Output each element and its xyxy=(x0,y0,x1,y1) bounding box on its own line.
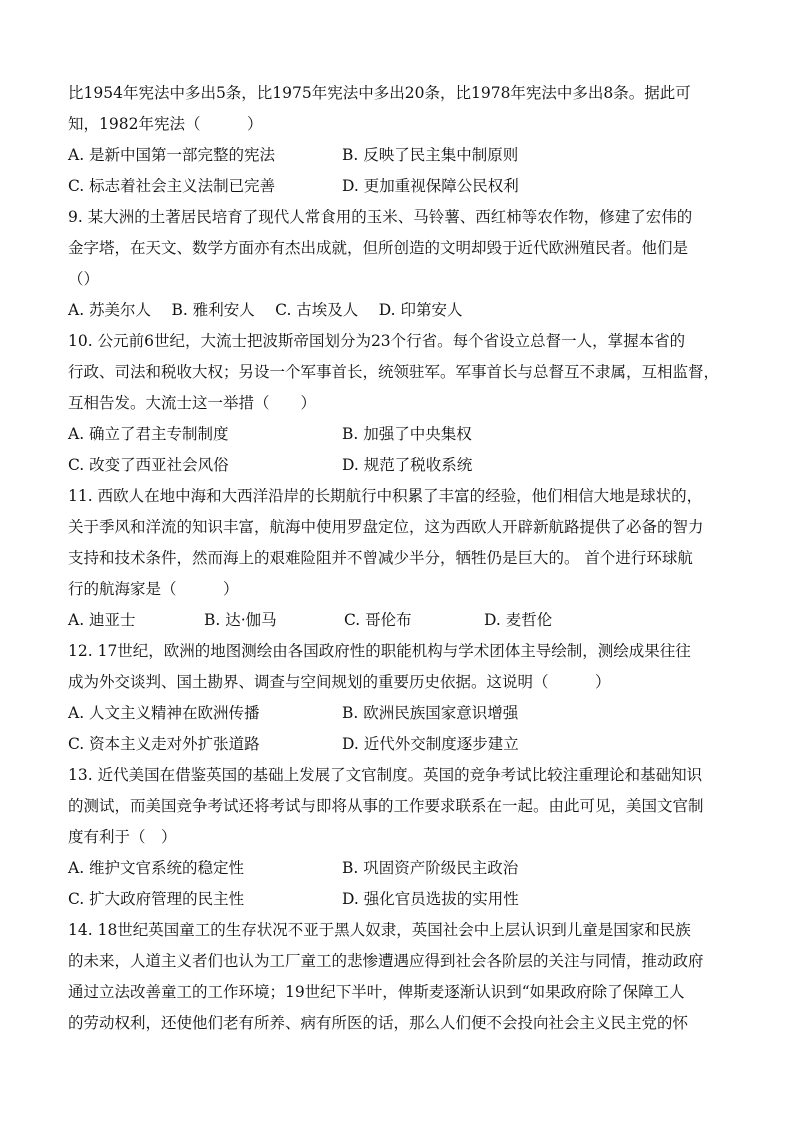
exam-page xyxy=(68,78,728,1039)
question-text-line: 关于季风和洋流的知识丰富，航海中使用罗盘定位，这为西欧人开辟新航路提供了必备的智力 xyxy=(68,518,704,536)
question-text-line: 比1954年宪法中多出5条，比1975年宪法中多出20条，比1978年宪法中多出8条。据此可 xyxy=(68,84,691,102)
option-row xyxy=(68,853,728,884)
question-text-line: （） xyxy=(68,270,100,288)
question-text-line: 10. 公元前6世纪，大流士把波斯帝国划分为23个行省。每个省设立总督一人，掌握本省的 xyxy=(68,332,686,350)
answer-option: C. 哥伦布 xyxy=(344,611,412,629)
question-text-line: 度有利于（ ） xyxy=(68,828,177,846)
question-text-line: 行的航海家是（ ） xyxy=(68,580,239,598)
question-text-line: 的劳动权利，还使他们老有所养、病有所医的话，那么人们便不会投向社会主义民主党的怀 xyxy=(68,1014,689,1032)
answer-option: A. 迪亚士 xyxy=(68,611,136,629)
option-row xyxy=(68,450,728,481)
answer-option: D. 强化官员选拔的实用性 xyxy=(342,890,519,908)
question-text-line: 14. 18世纪英国童工的生存状况不亚于黑人奴隶，英国社会中上层认识到儿童是国家和民族 xyxy=(68,921,691,939)
answer-option: B. 反映了民主集中制原则 xyxy=(342,146,519,164)
option-row xyxy=(68,140,728,171)
answer-option: D. 规范了税收系统 xyxy=(342,456,473,474)
answer-option: B. 达·伽马 xyxy=(204,611,277,629)
question-text-line: 行政、司法和税收大权；另设一个军事首长，统领驻军。军事首长与总督互不隶属，互相监督， xyxy=(68,363,720,381)
option-line: A. 苏美尔人 B. 雅利安人 C. 古埃及人 D. 印第安人 xyxy=(68,301,463,319)
answer-option: B. 巩固资产阶级民主政治 xyxy=(342,859,519,877)
question-text-line: 的未来，人道主义者们也认为工厂童工的悲惨遭遇应得到社会各阶层的关注与同情，推动政府 xyxy=(68,952,704,970)
option-row xyxy=(68,605,728,636)
answer-option: A. 是新中国第一部完整的宪法 xyxy=(68,146,276,164)
question-text-line: 11. 西欧人在地中海和大西洋沿岸的长期航行中积累了丰富的经验，他们相信大地是球状的， xyxy=(68,487,703,505)
answer-option: A. 人文主义精神在欧洲传播 xyxy=(68,704,260,722)
answer-option: C. 资本主义走对外扩张道路 xyxy=(68,735,260,753)
question-text-line: 知，1982年宪法（ ） xyxy=(68,115,263,133)
answer-option: A. 维护文官系统的稳定性 xyxy=(68,859,245,877)
answer-option: C. 标志着社会主义法制已完善 xyxy=(68,177,276,195)
answer-option: C. 改变了西亚社会风俗 xyxy=(68,456,229,474)
option-row xyxy=(68,698,728,729)
question-text-line: 9. 某大洲的土著居民培育了现代人常食用的玉米、马铃薯、西红柿等农作物，修建了宏伟的 xyxy=(68,208,693,226)
answer-option: B. 加强了中央集权 xyxy=(342,425,472,443)
question-text-line: 支持和技术条件，然而海上的艰难险阻并不曾减少半分，牺牲仍是巨大的。 首个进行环球航 xyxy=(68,549,693,567)
answer-option: C. 扩大政府管理的民主性 xyxy=(68,890,245,908)
question-text-line: 的测试，而美国竞争考试还将考试与即将从事的工作要求联系在一起。由此可见，美国文官制 xyxy=(68,797,704,815)
question-text-line: 成为外交谈判、国土勘界、调查与空间规划的重要历史依据。这说明（ ） xyxy=(68,673,611,691)
question-text-line: 12. 17世纪，欧洲的地图测绘由各国政府性的职能机构与学术团体主导绘制，测绘成果往往 xyxy=(68,642,691,660)
question-text-line: 13. 近代美国在借鉴英国的基础上发展了文官制度。英国的竞争考试比较注重理论和基础知识 xyxy=(68,766,703,784)
answer-option: D. 更加重视保障公民权利 xyxy=(342,177,519,195)
question-text-line: 互相告发。大流士这一举措（ ） xyxy=(68,394,317,412)
answer-option: D. 麦哲伦 xyxy=(484,611,553,629)
answer-option: A. 确立了君主专制制度 xyxy=(68,425,229,443)
option-row xyxy=(68,729,728,760)
option-row xyxy=(68,171,728,202)
option-row xyxy=(68,419,728,450)
answer-option: B. 欧洲民族国家意识增强 xyxy=(342,704,519,722)
question-text-line: 通过立法改善童工的工作环境；19世纪下半叶，俾斯麦逐渐认识到“如果政府除了保障工人 xyxy=(68,983,685,1001)
answer-option: D. 近代外交制度逐步建立 xyxy=(342,735,519,753)
option-row xyxy=(68,884,728,915)
question-text-line: 金字塔，在天文、数学方面亦有杰出成就，但所创造的文明却毁于近代欧洲殖民者。他们是 xyxy=(68,239,689,257)
